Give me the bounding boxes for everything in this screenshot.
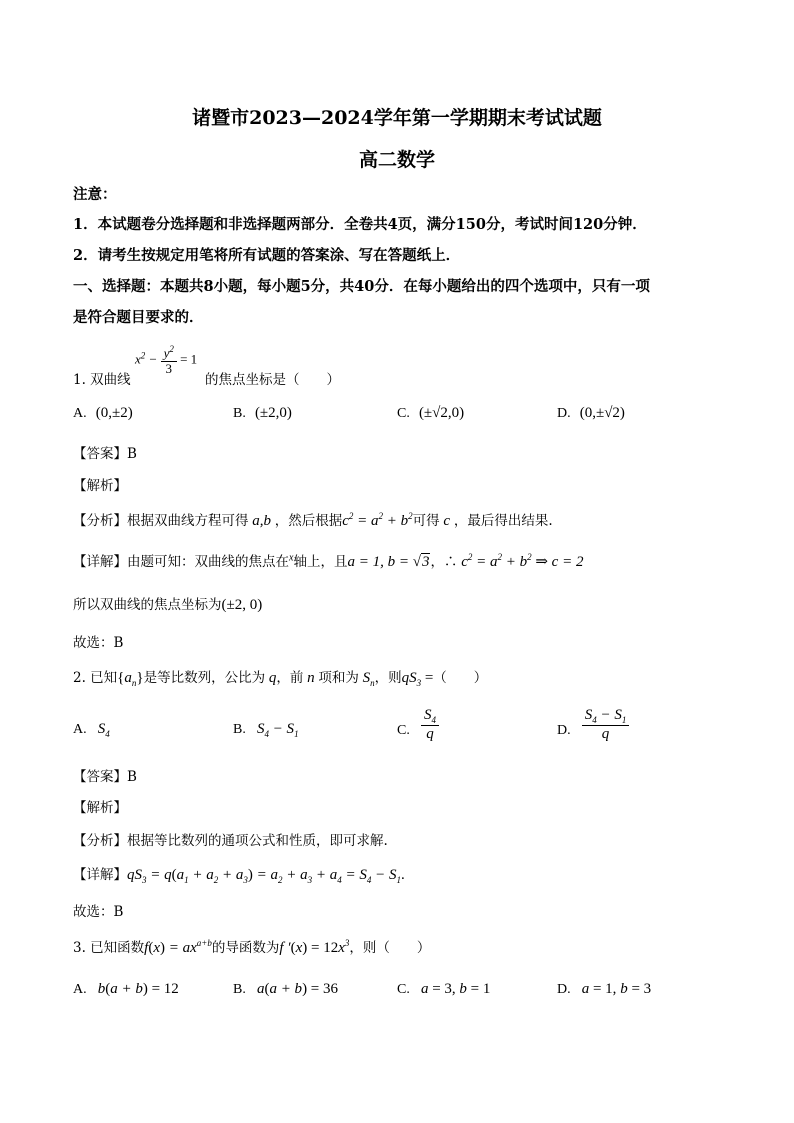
q1-option-c: C. (±√2,0) xyxy=(397,405,465,421)
q1-xiangjie: 【详解】由题可知：双曲线的焦点在$^x$轴上，且a = 1, b = √3，∴ $c^2 = a^2 + b^2$ ⇒ c = 2 xyxy=(73,552,584,570)
q2-option-c: C. $\frac{S_4}{q}$ xyxy=(397,707,439,744)
q1-conclusion: 所以双曲线的焦点坐标为(±2, 0) xyxy=(73,597,263,613)
notice-item-1: 1．本试题卷分选择题和非选择题两部分．全卷共4页，满分150分，考试时间120分钟． xyxy=(73,216,647,233)
q1-prefix: 1. 双曲线 xyxy=(73,372,131,388)
question-3: 3. 已知函数$f(x) = ax^{a+b}$的导函数为f $'(x) = 12x^3$，则（ ） xyxy=(73,938,431,956)
notice-heading: 注意： xyxy=(73,186,117,203)
q1-fenxi: 【分析】根据双曲线方程可得 a,b ，然后根据$c^2 = a^2 + b^2$可得 c ，最后得出结果. xyxy=(73,511,553,529)
q2-option-d: D. $\frac{S_4 - S_1}{q}$ xyxy=(557,707,629,744)
section-heading-line2: 是符合题目要求的． xyxy=(73,309,204,326)
q3-option-b: B. a(a + b) = 36 xyxy=(233,981,339,997)
q1-analysis-label: 【解析】 xyxy=(73,478,127,494)
q3-option-d: D. a = 1, b = 3 xyxy=(557,981,652,997)
question-2: 2. 已知$\{a_n\}$是等比数列，公比为 q，前 n 项和为 $S_n$，则$qS_3$ =（ ） xyxy=(73,670,488,688)
q1-choice: 故选：B xyxy=(73,635,124,651)
q2-fenxi: 【分析】根据等比数列的通项公式和性质，即可求解. xyxy=(73,833,388,849)
q1-option-d: D. (0,±√2) xyxy=(557,405,625,421)
q2-choice: 故选：B xyxy=(73,904,124,920)
notice-item-2: 2．请考生按规定用笔将所有试题的答案涂、写在答题纸上． xyxy=(73,247,461,264)
q2-answer: 【答案】B xyxy=(73,769,137,785)
q1-suffix: 的焦点坐标是（ ） xyxy=(205,372,340,388)
page-title: 诸暨市2023—2024学年第一学期期末考试试题 xyxy=(192,107,602,129)
q1-equation: $x^2$ − $\frac{y^2}{3}$ = 1 xyxy=(135,344,198,377)
q2-xiangjie: 【详解】$qS_3 = q(a_1 + a_2 + a_3) = a_2 + a_3 + a_4 = S_4 - S_1$. xyxy=(73,867,405,885)
q1-answer: 【答案】B xyxy=(73,446,137,462)
q1-option-b: B. (±2,0) xyxy=(233,405,292,421)
q2-option-a: A. $S_4$ xyxy=(73,721,110,739)
q2-option-b: B. $S_4 - S_1$ xyxy=(233,721,299,739)
q2-analysis-label: 【解析】 xyxy=(73,800,127,816)
q3-option-c: C. a = 3, b = 1 xyxy=(397,981,491,997)
q1-option-a: A. (0,±2) xyxy=(73,405,133,421)
section-heading-line1: 一、选择题：本题共8小题，每小题5分，共40分．在每小题给出的四个选项中，只有一项 xyxy=(73,278,650,295)
q3-option-a: A. b(a + b) = 12 xyxy=(73,981,179,997)
page-subtitle: 高二数学 xyxy=(358,149,435,171)
